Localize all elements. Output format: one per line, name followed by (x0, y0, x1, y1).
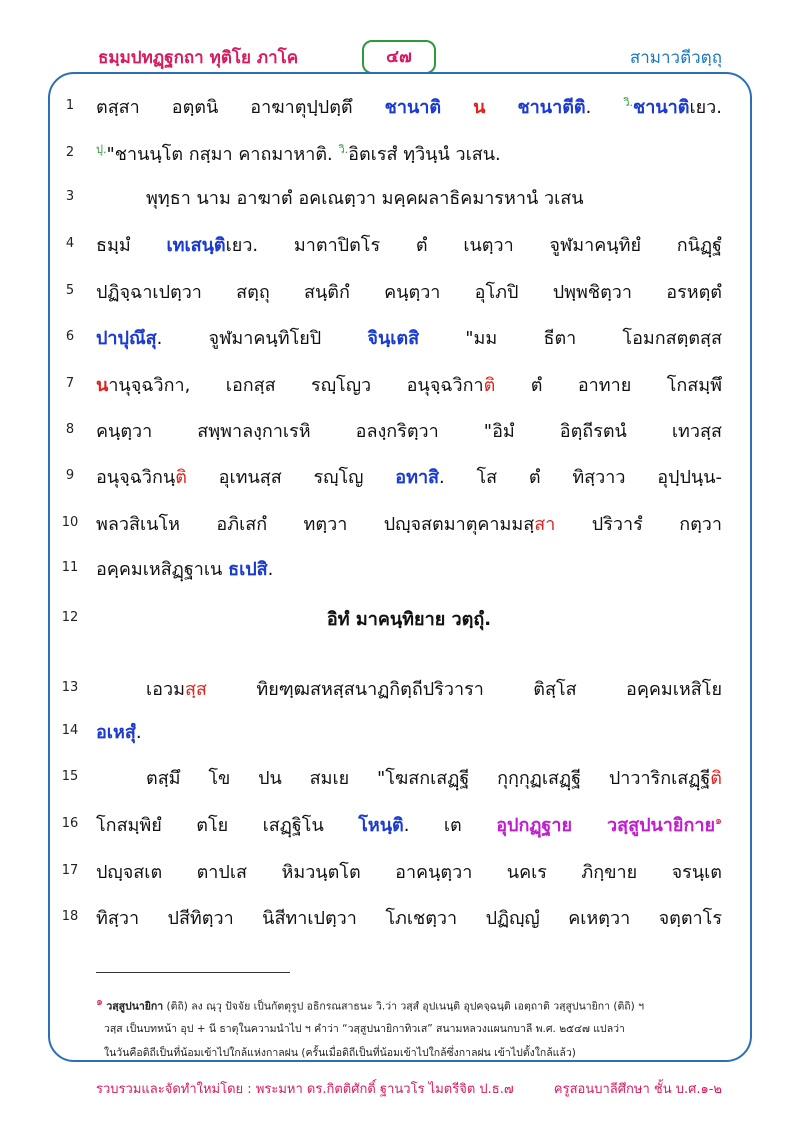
line-number: 11 (61, 560, 79, 575)
verb-highlight: อเหสุํ (96, 722, 136, 743)
text-line (96, 92, 722, 121)
footer-author: รวบรวมและจัดทำใหม่โดย : พระมหา ดร.กิตติศักดิ์ ฐานวโร ไมตรีจิต ป.ธ.๗ (96, 1082, 514, 1097)
text-line (96, 323, 722, 352)
line-number: 17 (61, 863, 79, 878)
verb-highlight: ชานาติ (384, 97, 442, 118)
verb-highlight: เทเสนฺติ (166, 235, 226, 256)
text-line (96, 416, 722, 445)
line-number: 14 (61, 723, 79, 738)
particle-highlight: สฺส (184, 679, 207, 700)
text-segment: ตสฺมึ โข ปน สมเย "โฆสกเสฏฺฐี กุกฺกุฏเสฏฺฐี ปาวาริกเสฏฺฐี (146, 768, 711, 789)
text-line (146, 674, 722, 703)
footnote-text-1: (ติถิ) ลง ณฺวุ ปัจจัย เป็นกัตตุรูป อธิกรณสาธนะ วิ.ว่า วสฺสํ อุปเนนฺติ อุปคจฺฉนฺติ เอตฺถาติ วสฺสูปนายิกา (ติถิ) ฯ (163, 1000, 644, 1013)
verb-highlight: อทาสิ (395, 467, 440, 488)
text-segment: "ชานนฺโต กสฺมา คาถมาหาติ. (106, 144, 339, 165)
text-line (96, 554, 722, 583)
verb-highlight: ธเปสิ (228, 559, 268, 580)
text-segment: อิทํ มาคนฺทิยาย วตฺถุํ. (326, 609, 492, 630)
text-line (96, 717, 722, 746)
text-line (96, 903, 722, 932)
text-segment: ธมฺมํ (96, 235, 167, 256)
verb-highlight: ชานาติ (633, 97, 690, 118)
particle-highlight: สา (534, 514, 556, 535)
text-segment: พุทฺธา นาม อาฆาตํ อคเณตฺวา มคฺคผลาธิคมารหานํ วเสน (146, 188, 584, 209)
line-number: 3 (65, 189, 75, 204)
text-segment: . เต (403, 815, 497, 836)
footnote-line-3: ในวันคือดิถีเป็นที่น้อมเข้าไปใกล้แห่งกาลฝน (ครั้นเมื่อดิถีเป็นที่น้อมเข้าไปใกล้ซึ่งกาลฝน เข้าไปตั้งใกล้แล้ว) (104, 1047, 576, 1059)
annotation-mark: วิ. (623, 96, 634, 109)
footnote-divider (96, 972, 290, 973)
text-line (146, 183, 722, 212)
particle-highlight: ฺติ (175, 467, 187, 488)
text-segment: ปฏิจฺฉาเปตฺวา สตฺถุ สนฺติกํ คนฺตฺวา อุโภปิ ปพฺพชิตฺวา อรหตฺตํ (96, 282, 722, 303)
term-highlight: อุปกฏฺฐาย วสฺสูปนายิกาย (496, 815, 716, 836)
text-segment: . (267, 559, 274, 580)
text-segment: . จูฬมาคนฺทิโยปิ (156, 328, 368, 349)
footnote-line-2: วสฺส เป็นบทหน้า อุป + นี ธาตุในความนำไป ฯ คำว่า “วสฺสูปนายิกาทิวเส” สนามหลวงแผนกบาลี พ.ศ. ๒๕๔๗ แปลว่า (104, 1023, 625, 1035)
text-segment: . โส ตํ ทิสฺวาว อุปฺปนฺน- (439, 467, 722, 488)
text-line (96, 370, 722, 399)
annotation-mark: วิ. (338, 143, 349, 156)
text-segment: ปญฺจสเต ตาปเส หิมวนฺตโต อาคนฺตฺวา นคเร ภิกฺขาย จรนฺเต (96, 862, 722, 883)
particle-highlight: น (473, 97, 486, 118)
page-number: ๔๗ (362, 40, 436, 74)
text-segment: ทิสฺวา ปสีทิตฺวา นิสีทาเปตฺวา โภเชตฺวา ปฏิญฺญํ คเหตฺวา จตฺตาโร (96, 908, 722, 929)
text-line (146, 763, 722, 792)
text-segment: ตสฺสา อตฺตนิ อาฆาตุปฺปตฺตึ (96, 97, 385, 118)
text-line (96, 277, 722, 306)
text-line (96, 509, 722, 538)
text-segment: ปริวารํ กตฺวา (555, 514, 722, 535)
text-segment: อคฺคมเหสิฏฺฐาเน (96, 559, 229, 580)
verb-highlight: จินฺเตสิ (367, 328, 420, 349)
story-title: สามาวตีวตฺถุ (629, 48, 722, 68)
footnote-line-1 (96, 992, 726, 1015)
text-segment: ทิยฑฺฒสหสฺสนาฏกิตฺถีปริวารา ติสฺโส อคฺคมเหสิโย (206, 679, 722, 700)
book-title: ธมฺมปทฏฺฐกถา ทุติโย ภาโค (98, 48, 299, 68)
text-segment: อนุจฺฉวิกน (96, 467, 176, 488)
line-number: 8 (65, 422, 75, 437)
line-number: 18 (61, 909, 79, 924)
annotation-mark: ปุ. (96, 143, 107, 156)
text-segment: คนฺตฺวา สพฺพาลงฺกาเรหิ อลงฺกริตฺวา "อิมํ อิตฺถีรตนํ เทวสฺส (96, 421, 722, 442)
footnote-marker: ๑ (96, 995, 103, 1008)
line-number: 16 (61, 816, 79, 831)
verb-highlight: ปาปุณึสุ (96, 328, 157, 349)
text-segment: เยว. มาตาปิตโร ตํ เนตฺวา จูฬมาคนฺทิยํ กนิฏฺฐํ (225, 235, 722, 256)
text-line (96, 810, 722, 839)
text-segment: านุจฺฉวิกา, เอกสฺส รญฺโญว อนุจฺฉวิกา (108, 375, 484, 396)
particle-highlight: ติ (483, 375, 496, 396)
text-line (96, 139, 722, 168)
text-line (96, 462, 722, 491)
line-number: 12 (61, 610, 79, 625)
line-number: 4 (65, 236, 75, 251)
text-segment: อุเทนสฺส รญฺโญ (186, 467, 396, 488)
text-segment: . (135, 722, 142, 743)
text-line (96, 230, 722, 259)
text-segment: . (585, 97, 624, 118)
text-segment: เอวม (146, 679, 185, 700)
line-number: 13 (61, 680, 79, 695)
text-segment: โกสมฺพิยํ ตโย เสฏฺฐิโน (96, 815, 359, 836)
particle-highlight: ติ (710, 768, 722, 789)
verb-highlight: โหนฺติ (358, 815, 404, 836)
footer-class: ครูสอนบาลีศึกษา ชั้น บ.ศ.๑-๒ (553, 1082, 722, 1097)
text-segment: ตํ อาทาย โกสมฺพึ (495, 375, 722, 396)
text-line (96, 857, 722, 886)
annotation-mark: ๑ (715, 814, 722, 827)
line-number: 2 (65, 145, 75, 160)
line-number: 10 (61, 515, 79, 530)
line-number: 15 (61, 769, 79, 784)
line-number: 6 (65, 329, 75, 344)
footnote-term: วสฺสูปนายิกา (106, 1000, 164, 1013)
text-segment: "มม ธีตา โอมกสตฺตสฺส (419, 328, 722, 349)
text-segment (485, 97, 517, 118)
line-number: 9 (65, 468, 75, 483)
text-segment: อิตเรสํ ทฺวินฺนํ วเสน. (348, 144, 501, 165)
text-segment (441, 97, 473, 118)
line-number: 1 (65, 98, 75, 113)
particle-highlight: น (96, 375, 109, 396)
verb-highlight: ชานาตีติ (517, 97, 586, 118)
text-segment: พลวสิเนโห อภิเสกํ ทตฺวา ปญฺจสตมาตุคามมสฺ (96, 514, 535, 535)
line-number: 5 (65, 283, 75, 298)
line-number: 7 (65, 376, 75, 391)
text-line (96, 604, 722, 633)
text-segment: เยว. (689, 97, 722, 118)
